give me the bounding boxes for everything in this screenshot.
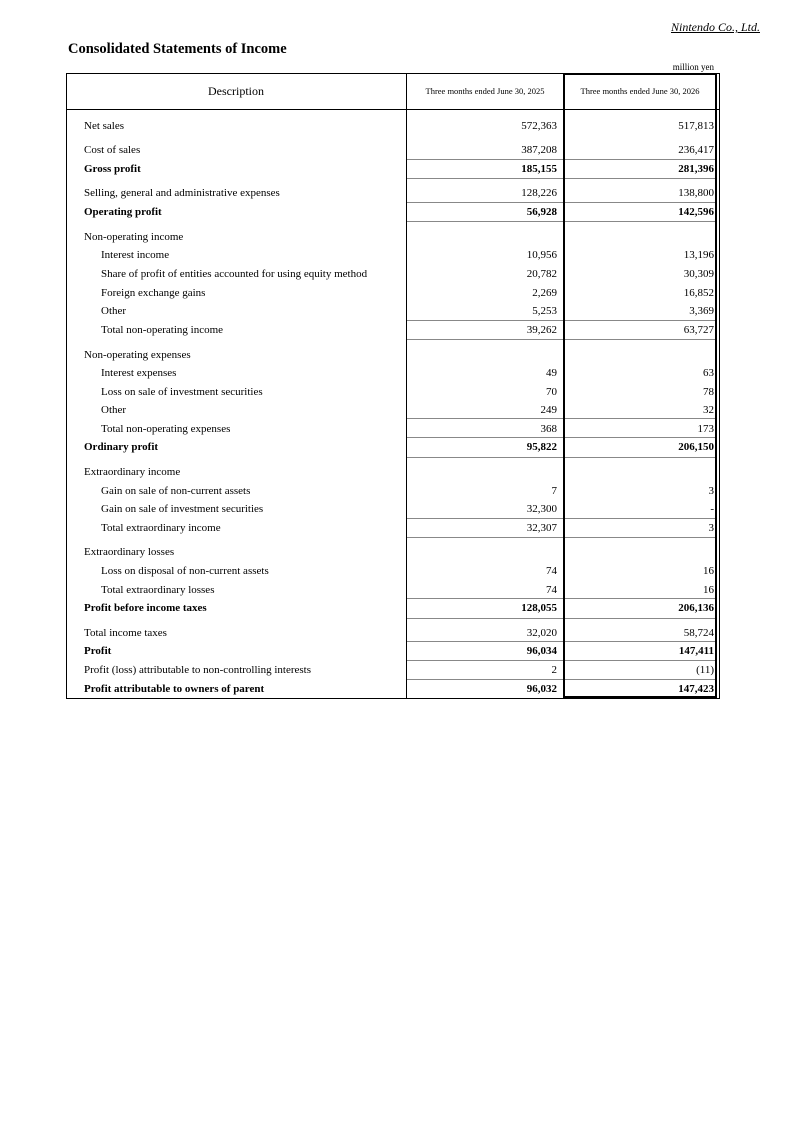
value-2026: 138,800 bbox=[678, 187, 714, 199]
value-2026: 3 bbox=[708, 485, 714, 497]
row-label: Profit attributable to owners of parent bbox=[84, 683, 265, 695]
income-statement-table bbox=[66, 73, 720, 699]
value-2026: - bbox=[710, 503, 714, 515]
value-2026: 206,150 bbox=[678, 441, 714, 453]
row-label: Interest expenses bbox=[101, 367, 177, 379]
row-label: Profit before income taxes bbox=[84, 602, 207, 614]
statement-title: Consolidated Statements of Income bbox=[68, 41, 287, 57]
value-2025: 32,300 bbox=[526, 503, 557, 515]
value-2026: 30,309 bbox=[683, 268, 714, 280]
unit-label: million yen bbox=[672, 62, 714, 72]
company-name: Nintendo Co., Ltd. bbox=[670, 20, 760, 34]
value-2025: 39,262 bbox=[526, 324, 557, 336]
row-label: Non-operating expenses bbox=[84, 349, 191, 361]
value-2026: 63,727 bbox=[683, 324, 714, 336]
row-label: Profit bbox=[84, 645, 112, 657]
row-label: Total income taxes bbox=[84, 627, 167, 639]
value-2026: 142,596 bbox=[678, 206, 714, 218]
value-2025: 95,822 bbox=[526, 441, 557, 453]
row-label: Gain on sale of investment securities bbox=[101, 503, 264, 515]
value-2025: 96,032 bbox=[526, 683, 557, 695]
value-2025: 2,269 bbox=[532, 287, 557, 299]
value-2025: 32,020 bbox=[526, 627, 557, 639]
value-2025: 70 bbox=[546, 386, 557, 398]
row-label: Non-operating income bbox=[84, 231, 184, 243]
row-label: Operating profit bbox=[84, 206, 162, 218]
value-2025: 185,155 bbox=[521, 163, 557, 175]
row-label: Total extraordinary losses bbox=[101, 584, 215, 596]
value-2025: 128,055 bbox=[521, 602, 557, 614]
value-2026: 58,724 bbox=[683, 627, 714, 639]
value-2026: 206,136 bbox=[678, 602, 714, 614]
value-2025: 387,208 bbox=[521, 144, 557, 156]
value-2026: 16 bbox=[703, 565, 714, 577]
value-2025: 56,928 bbox=[526, 206, 557, 218]
value-2026: 147,423 bbox=[678, 683, 714, 695]
value-2026: 173 bbox=[697, 423, 714, 435]
header-period-2025: Three months ended June 30, 2025 bbox=[425, 86, 545, 96]
value-2025: 49 bbox=[546, 367, 557, 379]
value-2025: 74 bbox=[546, 584, 557, 596]
row-label: Selling, general and administrative expenses bbox=[84, 187, 280, 199]
value-2025: 249 bbox=[540, 404, 557, 416]
value-2026: 16,852 bbox=[683, 287, 714, 299]
row-label: Loss on disposal of non-current assets bbox=[101, 565, 269, 577]
row-label: Foreign exchange gains bbox=[101, 287, 206, 299]
value-2025: 572,363 bbox=[521, 120, 557, 132]
row-label: Loss on sale of investment securities bbox=[101, 386, 263, 398]
value-2026: 147,411 bbox=[678, 645, 714, 657]
value-2026: 32 bbox=[703, 404, 714, 416]
value-2025: 96,034 bbox=[526, 645, 557, 657]
row-label: Extraordinary losses bbox=[84, 546, 175, 558]
row-label: Other bbox=[101, 305, 127, 317]
current-period-highlight-box bbox=[563, 73, 717, 698]
row-label: Ordinary profit bbox=[84, 441, 159, 453]
row-label: Cost of sales bbox=[84, 144, 141, 156]
value-2025: 20,782 bbox=[526, 268, 557, 280]
row-label: Share of profit of entities accounted for using equity method bbox=[101, 268, 368, 280]
value-2026: 78 bbox=[703, 386, 714, 398]
row-label: Gain on sale of non-current assets bbox=[101, 485, 251, 497]
row-label: Interest income bbox=[101, 249, 170, 261]
value-2026: 63 bbox=[703, 367, 714, 379]
value-2026: 517,813 bbox=[678, 120, 714, 132]
value-2026: 13,196 bbox=[683, 249, 714, 261]
row-label: Extraordinary income bbox=[84, 466, 181, 478]
value-2025: 10,956 bbox=[526, 249, 557, 261]
row-label: Gross profit bbox=[84, 163, 141, 175]
row-label: Other bbox=[101, 404, 127, 416]
value-2025: 74 bbox=[546, 565, 557, 577]
value-2026: (11) bbox=[696, 664, 714, 676]
value-2025: 128,226 bbox=[521, 187, 557, 199]
value-2026: 16 bbox=[703, 584, 714, 596]
value-2025: 5,253 bbox=[532, 305, 557, 317]
row-label: Total non-operating expenses bbox=[101, 423, 231, 435]
row-label: Net sales bbox=[84, 120, 125, 132]
header-description: Description bbox=[208, 83, 264, 98]
row-label: Total extraordinary income bbox=[101, 522, 221, 534]
value-2026: 281,396 bbox=[678, 163, 714, 175]
value-2026: 3,369 bbox=[689, 305, 714, 317]
header-period-2026: Three months ended June 30, 2026 bbox=[580, 86, 700, 96]
value-2026: 236,417 bbox=[678, 144, 714, 156]
row-label: Total non-operating income bbox=[101, 324, 224, 336]
value-2025: 7 bbox=[551, 485, 557, 497]
row-label: Profit (loss) attributable to non-controlling interests bbox=[84, 664, 311, 676]
value-2025: 2 bbox=[551, 664, 557, 676]
value-2025: 32,307 bbox=[526, 522, 557, 534]
value-2026: 3 bbox=[708, 522, 714, 534]
value-2025: 368 bbox=[540, 423, 557, 435]
